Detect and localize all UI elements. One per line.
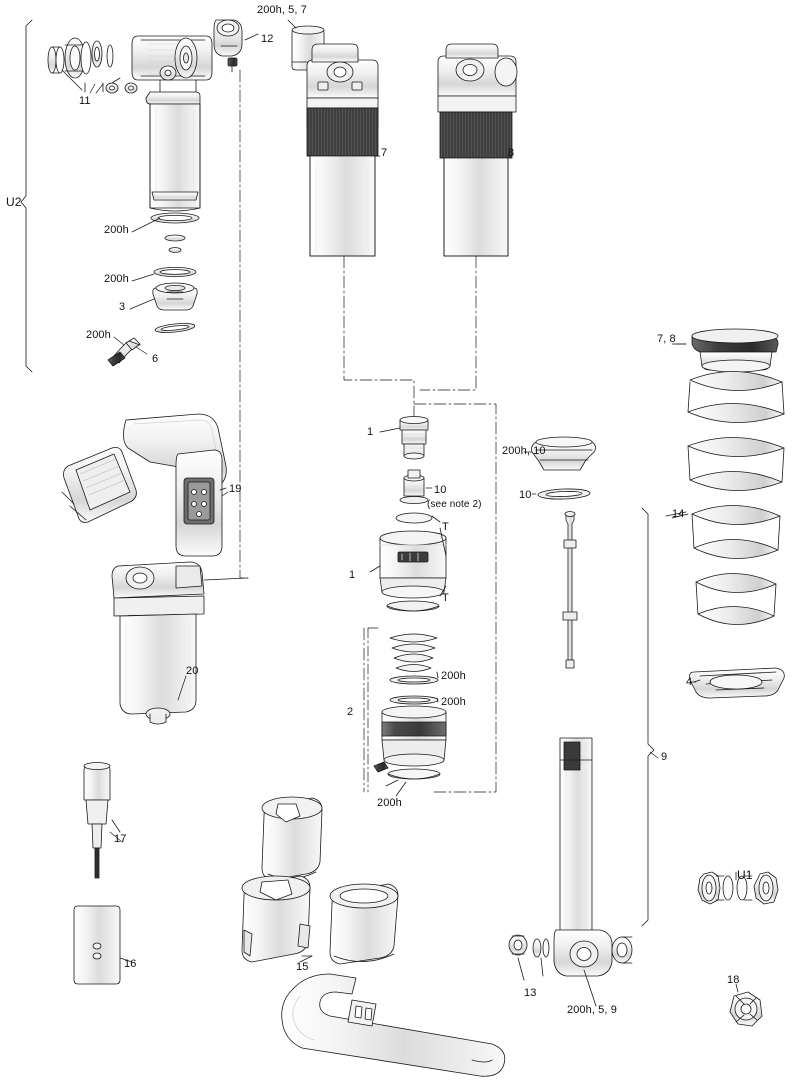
callout-7-8: 7, 8 — [657, 333, 676, 345]
callout-3: 3 — [119, 301, 126, 313]
callout-u2: U2 — [6, 195, 22, 209]
callout-4: 4 — [686, 676, 693, 688]
callout-19: 19 — [229, 483, 242, 495]
callout-2: 2 — [347, 706, 354, 718]
callout-200h-5-7: 200h, 5, 7 — [257, 4, 307, 16]
callout-18: 18 — [727, 974, 740, 986]
callout-15: 15 — [296, 961, 309, 973]
callout-1-mid: 1 — [349, 569, 356, 581]
callout-10-a: 10 — [434, 484, 447, 496]
callout-note-2: (see note 2) — [427, 499, 482, 510]
callout-11: 11 — [79, 95, 91, 107]
callout-200h-d: 200h — [441, 670, 466, 682]
callout-u1: U1 — [737, 868, 753, 882]
callout-12: 12 — [261, 33, 274, 45]
callout-200h-e: 200h — [441, 696, 466, 708]
callout-10-b: 10 — [519, 489, 532, 501]
callout-17: 17 — [114, 833, 127, 845]
callout-9: 9 — [661, 751, 668, 763]
callout-14: 14 — [672, 508, 685, 520]
callout-7: 7 — [381, 147, 388, 159]
callout-1-top: 1 — [367, 426, 374, 438]
callout-200h-5-9: 200h, 5, 9 — [567, 1004, 617, 1016]
callout-16: 16 — [124, 958, 137, 970]
callout-t-top: T — [442, 521, 449, 533]
callout-13: 13 — [524, 987, 537, 999]
callout-200h-f: 200h — [377, 797, 402, 809]
callout-t-bottom: T — [442, 592, 449, 604]
callout-200h-10: 200h, 10 — [502, 445, 546, 457]
callout-8: 8 — [508, 147, 515, 159]
callout-20: 20 — [186, 665, 199, 677]
callout-200h-c: 200h — [86, 329, 111, 341]
callout-200h-a: 200h — [104, 224, 129, 236]
callout-200h-b: 200h — [104, 273, 129, 285]
callout-6: 6 — [152, 353, 159, 365]
